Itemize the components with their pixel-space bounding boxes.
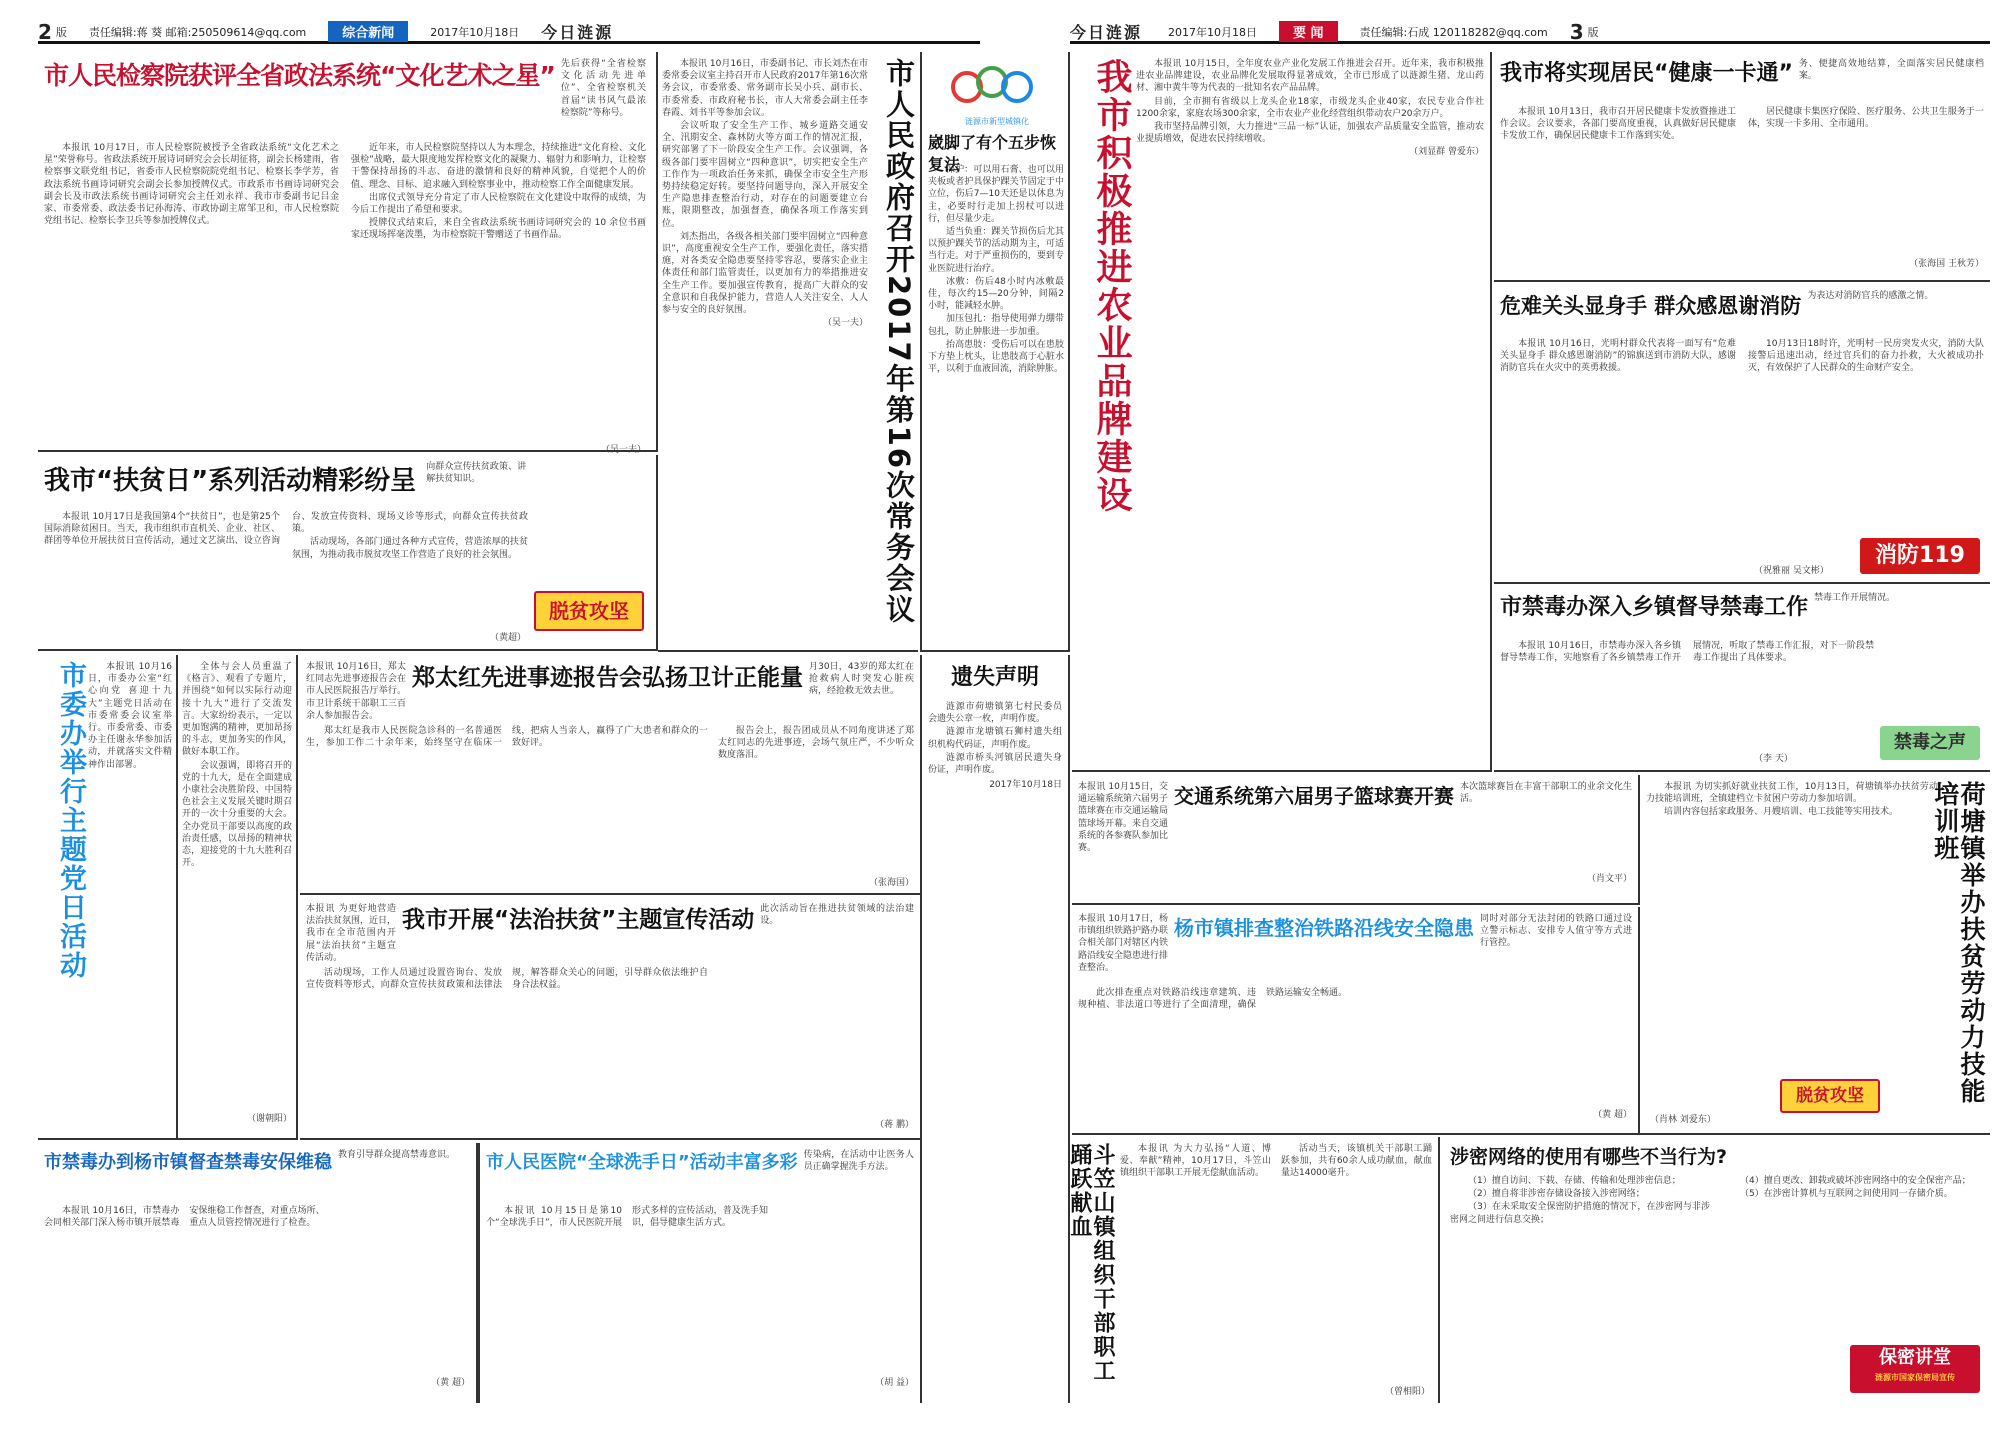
- page-header-right: [1070, 19, 1990, 44]
- article-body: [1078, 987, 1632, 1107]
- paper-name: 今日涟源: [541, 23, 614, 42]
- article-body: [306, 725, 914, 875]
- paragraph: 10月13日18时许，光明村一民房突发火灾，消防大队接警后迅速出动，经过官兵们的奋力扑救，大火被成功扑灭，有效保护了人民群众的生命财产安全。: [1748, 339, 1984, 374]
- poverty-badge: 脱贫攻坚: [534, 591, 644, 631]
- paragraph: 本报讯 10月13日，我市召开居民健康卡发放暨推进工作会议。会议要求，各部门要高度重视，认真做好居民健康卡发放工作，确保居民健康卡工作落到实处。: [1500, 107, 1736, 142]
- section-tag: 综合新闻: [328, 21, 408, 42]
- byline: （黄超）: [489, 633, 526, 643]
- paragraph: 我市坚持品牌引领，大力推进“三品一标”认证，加强农产品质量安全监管，推动农业提质增效，促进农民持续增收。: [1136, 122, 1484, 145]
- article-blood-donation: [1066, 1137, 1440, 1403]
- byline: （肖林 刘爱东）: [1650, 1115, 1716, 1125]
- issue-date: 2017年10月18日: [430, 25, 520, 39]
- byline: （肖文平）: [1586, 874, 1632, 884]
- issue-date: 2017年10月18日: [1168, 25, 1258, 39]
- headline-vertical: 我市积极推进农业品牌建设: [1091, 58, 1132, 514]
- article-poverty-day: [38, 455, 658, 651]
- lead-text: 本报讯 为更好地营造法治扶贫氛围，近日，我市在全市范围内开展“法治扶贫”主题宣传活动。: [306, 904, 397, 963]
- paragraph: 刘杰指出，各级各相关部门要牢固树立“四种意识”，高度重视安全生产工作，要强化责任，落实措施，对各类安全隐患要坚持零容忍，要落实企业主体责任和部门监管责任，以更加有力的举措推进安全生产工作。要加强宣传教育，提高广大群众的安全意识和自我保护能力，营造人人关注安全、人人参与安全的良好氛围。: [662, 231, 868, 316]
- paragraph: 涟源市桥头河镇居民遗失身份证，声明作废。: [928, 752, 1062, 776]
- article-hetang-training: [1640, 775, 1990, 1135]
- paragraph: 加压包扎：指导使用弹力绷带包扎，防止肿胀进一步加重。: [928, 314, 1064, 337]
- paragraph: 保护：可以用石膏、也可以用夹板或者护具保护踝关节固定于中立位，伤后7—10天还是以休息为主，必要时行走加上拐杖可以进行，但尽量少走。: [928, 165, 1064, 224]
- headline-vertical: 荷塘镇举办扶贫劳动力技能培训班: [1930, 781, 1986, 1105]
- headline: 杨市镇排查整治铁路沿线安全隐患: [1174, 916, 1474, 940]
- byline: （黄 超）: [1593, 1110, 1632, 1120]
- lead-side: 禁毒工作开展情况。: [1814, 593, 1896, 603]
- fire-badge: 消防119: [1860, 538, 1980, 574]
- paragraph: 会议听取了安全生产工作、城乡道路交通安全、汛期安全、森林防火等方面工作的情况汇报，研究部署了下一阶段安全生产工作。会议强调，各级各部门要牢固树立“四种意识”，切实把安全生产工作作为一项政治任务来抓，确保全市安全生产形势持续稳定好转。要坚持问题导向，深入开展安全生产隐患排查整治行动，对存在的问题要建立台账，限期整改，加强督查，确保各项工作落实到位。: [662, 121, 868, 229]
- paragraph: 居民健康卡集医疗保险、医疗服务、公共卫生服务于一体，实现一卡多用、全市通用。: [1748, 107, 1984, 130]
- lead-side: 务、便捷高效地结算，全面落实居民健康档案。: [1798, 59, 1984, 82]
- headline: 遗失声明: [950, 665, 1039, 690]
- page-suffix: 版: [55, 25, 67, 39]
- lead-side: 此次活动旨在推进扶贫领域的法治建设。: [760, 904, 914, 927]
- article-body: [44, 1205, 470, 1375]
- headline: 市人民检察院获评全省政法系统“文化艺术之星”: [44, 61, 555, 90]
- headline: 我市将实现居民“健康一卡通”: [1500, 61, 1793, 86]
- paragraph: 活动现场，各部门通过各种方式宣传，营造浓厚的扶贫氛围，为推动我市脱贫攻坚工作营造了良好的社会氛围。: [292, 537, 528, 560]
- lead-text: 本报讯 10月17日，杨市镇组织铁路护路办联合相关部门对辖区内铁路沿线安全隐患进行排查整治。: [1078, 914, 1169, 973]
- byline: （祝雅丽 吴文彬）: [1754, 566, 1829, 576]
- byline: （吴一夫）: [600, 445, 646, 455]
- lead-side: 本次篮球赛旨在丰富干部职工的业余文化生活。: [1460, 782, 1632, 805]
- lead-side: 月30日，43岁的郑太红在抢救病人时突发心脏疾病，经抢救无效去世。: [809, 662, 914, 697]
- paragraph: 培训内容包括家政服务、月嫂培训、电工技能等实用技术。: [1664, 807, 1899, 818]
- paragraph: 适当负重：踝关节损伤后尤其以预护踝关节的活动期为主，可适当行走。对于严重损伤的，要到专业医院进行治疗。: [928, 227, 1064, 274]
- secrecy-badge: [1850, 1345, 1980, 1393]
- paragraph: （2）擅自将非涉密存储设备接入涉密网络；: [1468, 1189, 1645, 1200]
- paragraph: 抬高患肢：受伤后可以在患肢下方垫上枕头，让患肢高于心脏水平，以利于血液回流，消除肿胀。: [928, 339, 1064, 375]
- paragraph: 目前，全市拥有省级以上龙头企业18家，市级龙头企业40家，农民专业合作社1200余家，家庭农场300余家，全市农业产业化经营组织带动农户20余万户。: [1136, 96, 1484, 119]
- editor-line: 责任编辑:石成 120118282@qq.com: [1359, 25, 1548, 39]
- antidrug-badge: 禁毒之声: [1880, 726, 1980, 760]
- article-body: [1500, 106, 1984, 256]
- paragraph: 出席仪式领导充分肯定了市人民检察院在文化建设中取得的成绩，为今后工作提出了希望和要求。: [351, 192, 646, 216]
- paragraph: 本报讯 10月16日，市禁毒办深入各乡镇督导禁毒工作，实地察看了各乡镇禁毒工作开展情况，听取了禁毒工作汇报，对下一阶段禁毒工作提出了具体要求。: [1500, 641, 1874, 664]
- headline: 我市开展“法治扶贫”主题宣传活动: [402, 907, 755, 933]
- paragraph: 涟源市龙塘镇石狮村遗失组织机构代码证，声明作废。: [928, 727, 1062, 750]
- byline: （吴一夫）: [822, 318, 868, 329]
- article-body: [1136, 58, 1484, 748]
- paragraph: 会议强调，即将召开的党的十九大，是在全面建成小康社会决胜阶段、中国特色社会主义发展关键时期召开的一次十分重要的大会。全办党员干部要以高度的政治责任感，以昂扬的精神状态，迎接党的十九大胜利召开。: [182, 760, 292, 869]
- article-antidrug-towns: [1494, 586, 1990, 772]
- lead-side: 向群众宣传扶贫政策、讲解扶贫知识。: [426, 462, 527, 485]
- paper-name: 今日涟源: [1070, 23, 1143, 42]
- logo-caption: 涟源市新型城镇化: [965, 117, 1029, 126]
- article-legal-poverty: [300, 897, 920, 1140]
- paragraph: （1）擅自访问、下载、存储、传输和处理涉密信息；: [1468, 1176, 1681, 1186]
- article-body: [1500, 338, 1984, 543]
- paragraph: （4）擅自更改、卸载或破坏涉密网络中的安全保密产品；: [1740, 1176, 1971, 1186]
- poverty-badge: 脱贫攻坚: [1780, 1079, 1880, 1113]
- headline: 我市“扶贫日”系列活动精彩纷呈: [44, 466, 417, 496]
- headline-vertical: 市委办举行主题党日活动: [55, 661, 86, 980]
- headline: 危难关头显身手 群众感恩谢消防: [1500, 294, 1802, 318]
- article-antidrug-yangshi: [38, 1143, 478, 1403]
- paragraph: 此次排查重点对铁路沿线违章建筑、违规种植、非法道口等进行了全面清理，确保铁路运输安全畅通。: [1078, 988, 1348, 1011]
- article-body: [1120, 1143, 1432, 1373]
- paragraph: 活动当天，该镇机关干部职工踊跃参加，共有60余人成功献血，献血量达14000毫升。: [1281, 1144, 1432, 1179]
- headline: 市禁毒办深入乡镇督导禁毒工作: [1500, 595, 1809, 620]
- headline: 市禁毒办到杨市镇督查禁毒安保维稳: [44, 1152, 332, 1173]
- headline-vertical: 市人民政府召开2017年第16次常务会议: [882, 58, 916, 626]
- paragraph: （3）在未采取安全保密防护措施的情况下，在涉密网与非涉密网之间进行信息交换；: [1450, 1202, 1710, 1225]
- page-suffix: 版: [1587, 25, 1599, 39]
- paragraph: 本报讯 10月16日，市委副书记、市长刘杰在市委常委会议室主持召开市人民政府2017年第16次常务会议，市委常委、常务副市长吴小兵、副市长、市委常委、市政府秘书长，市人大常委会副主任李春霞、刘书平等参加会议。: [662, 59, 868, 118]
- headline: 崴脚了有个五步恢复法: [928, 133, 1057, 174]
- article-railway-safety: [1072, 907, 1640, 1135]
- paragraph: 近年来，市人民检察院坚持以人为本理念，持续推进“文化育检、文化强检”战略，最大限度地发挥检察文化的凝聚力、辐射力和影响力，让检察干警保持昂扬的斗志、奋进的激情和良好的精神风貌，自觉把个人的价值、理念、目标、追求融入到检察事业中，推动检察工作全面健康发展。: [351, 143, 646, 190]
- headline: 涉密网络的使用有哪些不当行为?: [1450, 1146, 1728, 1168]
- paragraph: 本报讯 10月16日，光明村群众代表将一面写有“危难关头显身手 群众感恩谢消防”的锦旗送到市消防大队，感谢消防官兵在火灾中的英勇救援。: [1500, 339, 1736, 374]
- notice-date: 2017年10月18日: [989, 780, 1062, 791]
- paragraph: 本报讯 10月15日是第10个“全球洗手日”，市人民医院开展形式多样的宣传活动，普及洗手知识，倡导健康生活方式。: [486, 1206, 768, 1229]
- headline: 郑太红先进事迹报告会弘扬卫计正能量: [412, 665, 803, 691]
- article-body: [486, 1205, 914, 1375]
- article-body: [662, 58, 868, 638]
- page-number: 2: [38, 19, 52, 44]
- byline: （蒋 鹏）: [875, 1120, 914, 1130]
- page-header-left: [38, 19, 980, 44]
- secrecy-badge-title: 保密讲堂: [1879, 1347, 1951, 1368]
- article-body: [182, 661, 292, 1111]
- article-agri-brand: [1072, 52, 1492, 772]
- article-body: [1450, 1175, 1982, 1355]
- article-govt-meeting: [658, 52, 918, 652]
- article-body: [88, 661, 172, 1131]
- article-party-day-cont: [178, 655, 298, 1140]
- paragraph: 本报讯 10月16日，市禁毒办会同相关部门深入杨市镇开展禁毒安保维稳工作督查，对重点场所、重点人员管控情况进行了检查。: [44, 1206, 325, 1229]
- article-secrecy: [1442, 1137, 1990, 1403]
- paragraph: 郑太红是我市人民医院急诊科的一名普通医生，参加工作二十余年来，始终坚守在临床一线，把病人当亲人，赢得了广大患者和群众的一致好评。: [306, 726, 708, 749]
- lead-side: 教育引导群众提高禁毒意识。: [338, 1150, 456, 1160]
- article-procuratorate: [38, 52, 658, 455]
- article-party-day: [38, 655, 178, 1140]
- article-basketball: [1072, 775, 1640, 905]
- paragraph: 本报讯 10月17日是我国第4个“扶贫日”，也是第25个国际消除贫困日。当天，我市组织市直机关、企业、社区、群团等单位开展扶贫日宣传活动，通过文艺演出、设立咨询台、发放宣传资料、现场义诊等形式，向群众宣传扶贫政策。: [44, 512, 528, 547]
- headline-vertical: 斗笠山镇组织干部职工踊跃献血: [1066, 1143, 1115, 1383]
- headline: 市人民医院“全球洗手日”活动丰富多彩: [486, 1152, 798, 1173]
- paragraph: （5）在涉密计算机与互联网之间使用同一存储介质。: [1740, 1189, 1953, 1200]
- paragraph: 本报讯 为大力弘扬“人道、博爱、奉献”精神，10月17日，斗笠山镇组织干部职工开展无偿献血活动。: [1120, 1144, 1271, 1179]
- headline: 交通系统第六届男子篮球赛开赛: [1174, 784, 1454, 808]
- byline: （谢朝阳）: [246, 1114, 292, 1124]
- paragraph: 本报讯 10月16日，市委办公室“红心向党 喜迎十九大”主题党日活动在市委常委会议室举行。市委常委、市委办主任谢永华参加活动，并就落实文件精神作出部署。: [88, 662, 172, 770]
- paragraph: 授牌仪式结束后，来自全省政法系统书画诗词研究会的 10 余位书画家还现场挥毫泼墨，为市检察院干警赠送了书画作品。: [351, 218, 646, 241]
- lead-side: 传染病，在活动中让医务人员正确掌握洗手方法。: [803, 1150, 914, 1173]
- lead-side: 先后获得“全省检察文化活动先进单位”、全省检察机关首届“读书风气最浓检察院”等称号。: [560, 59, 646, 118]
- lead-side: 为表达对消防官兵的感激之情。: [1807, 291, 1934, 301]
- lead-text: 本报讯 10月15日，交通运输系统第六届男子篮球赛在市交通运输局篮球场开幕。来自交通系统的各参赛队参加比赛。: [1078, 782, 1169, 854]
- article-body: [306, 967, 914, 1117]
- article-health-card: [1494, 52, 1990, 282]
- editor-line: 责任编辑:蒋 葵 邮箱:250509614@qq.com: [88, 25, 307, 39]
- paragraph: 本报讯 10月17日，市人民检察院被授予全省政法系统“文化艺术之星”荣誉称号。省政法系统开展诗词研究会会长胡征将，副会长杨建雨，省检察事文联党组书记，省委市人民检察院院党组书记、检察长李学芳，省政法系统书画诗词研究会副会长参加授牌仪式。市政系市书画诗词研究会副会长及市政法系统书画诗词研究会主任刘永祥、我市市委副书记吕金家、市委常委、政法委书记孙海涛、市政协副主席邹卫和，市人民检察院党组书记、检察长李卫兵等参加授牌仪式。: [44, 143, 339, 227]
- paragraph: 本报讯 10月15日，全年度农业产业化发展工作推进会召开。近年来，我市积极推进农业品牌建设，农业品牌化发展取得显著成效，全市已形成了以涟源生猪、龙山药材、湘中黄牛等为代表的一批知名农产品品牌。: [1136, 59, 1484, 94]
- byline: （胡 益）: [875, 1378, 914, 1388]
- paragraph: 全体与会人员重温了《格言》、观看了专题片，并围绕“如何以实际行动迎接十九大”进行了交流发言。大家纷纷表示，一定以更加饱满的精神，更加昂扬的斗志，更加务实的作风，做好本职工作。: [182, 662, 292, 758]
- byline: （黄 超）: [431, 1378, 470, 1388]
- byline: （张海国）: [868, 878, 914, 888]
- section-tag: 要 闻: [1279, 21, 1338, 42]
- article-body: [44, 142, 646, 442]
- article-body: [1500, 640, 1984, 740]
- secrecy-badge-sub: 涟源市国家保密局宣传: [1875, 1373, 1955, 1382]
- byline: （曾相阳）: [1384, 1387, 1430, 1397]
- lead-side: 同时对部分无法封闭的铁路口通过设立警示标志、安排专人值守等方式进行管控。: [1480, 914, 1632, 949]
- article-body: [1646, 781, 1938, 1081]
- article-zheng-taihong: [300, 655, 920, 895]
- article-fire-rescue: [1494, 284, 1990, 584]
- article-handwashing: [478, 1143, 920, 1403]
- byline: （李 天）: [1754, 754, 1793, 764]
- page-right: [1000, 0, 2000, 1429]
- paragraph: 冰敷：伤后48小时内冰敷最佳，每次约15—20分钟，间隔2小时，能减轻水肿。: [928, 276, 1064, 312]
- paragraph: 报告会上，报告团成员从不同角度讲述了郑太红同志的先进事迹，会场气氛庄严，不少听众数度落泪。: [718, 726, 914, 761]
- page-number: 3: [1569, 19, 1584, 44]
- paragraph: 本报讯 为切实抓好就业扶贫工作，10月13日，荷塘镇举办扶贫劳动力技能培训班，全镇建档立卡贫困户劳动力参加培训。: [1646, 782, 1938, 805]
- byline: （刘显群 曾爱东）: [1409, 147, 1484, 158]
- lead-text: 本报讯 10月16日，郑太红同志先进事迹报告会在市人民医院报告厅举行。市卫计系统干部职工三百余人参加报告会。: [306, 662, 406, 721]
- paragraph: 涟源市荷塘镇第七村民委员会遗失公章一枚，声明作废。: [928, 702, 1062, 725]
- byline: （张海国 王秋芳）: [1909, 259, 1984, 269]
- paragraph: 活动现场，工作人员通过设置咨询台、发放宣传资料等形式，向群众宣传扶贫政策和法律法规，解答群众关心的问题，引导群众依法维护自身合法权益。: [306, 968, 708, 991]
